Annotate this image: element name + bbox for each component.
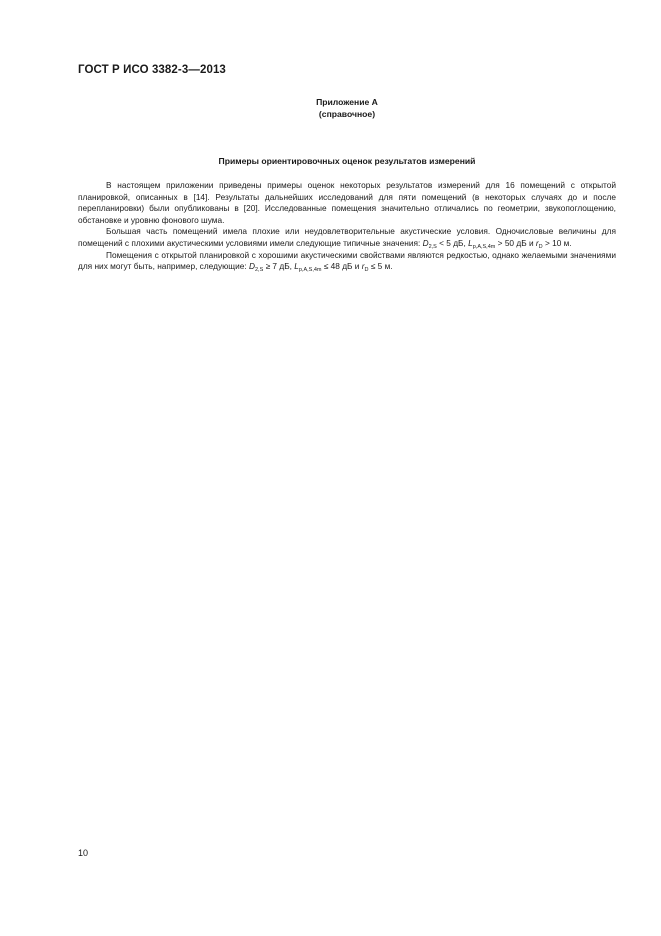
r-subscript: D — [364, 267, 369, 274]
body-text — [78, 180, 616, 273]
r-subscript: D — [538, 243, 543, 250]
d-value: ≥ 7 дБ, — [263, 261, 295, 272]
appendix-title: Приложение А — [316, 97, 378, 107]
d-symbol: D — [249, 261, 255, 272]
section-title: Примеры ориентировочных оценок результатов измерений — [218, 156, 476, 166]
appendix-heading — [78, 97, 616, 120]
r-symbol: r — [361, 261, 365, 272]
l-value: ≤ 48 дБ и — [321, 261, 362, 272]
d-subscript: 2,S — [255, 267, 264, 274]
paragraph-2-lead: Большая часть помещений имела плохие или неудовлетворительные акустические условия. Одночисловые величины для помещений с плохими акустическими условиями имели следующие типичные значения: — [78, 226, 616, 248]
d-value: < 5 дБ, — [436, 237, 466, 248]
l-value: > 50 дБ и — [495, 237, 536, 248]
appendix-status: (справочное) — [318, 108, 376, 119]
l-symbol: L — [468, 237, 473, 248]
d-subscript: 2,S — [428, 243, 437, 250]
d-symbol: D — [422, 237, 429, 248]
r-value: ≤ 5 м. — [368, 261, 393, 272]
l-subscript: p,A,S,4m — [472, 243, 496, 250]
paragraph-2 — [78, 226, 616, 249]
l-symbol: L — [294, 261, 299, 272]
r-value: > 10 м. — [542, 237, 572, 248]
page-number: 10 — [78, 848, 89, 858]
paragraph-3 — [78, 250, 616, 273]
paragraph-1: В настоящем приложении приведены примеры оценок некоторых результатов измерений для 16 помещений с открытой планировкой, описанных в [14]. Результаты дальнейших исследований для пяти помещений (в некоторых случаях до и после перепланировки) были опубликованы в [20]. Исследованные помещения значительно отличались по геометрии, звукопоглощению, обстановке и уровню фонового шума. — [78, 180, 616, 225]
document-code-header: ГОСТ Р ИСО 3382-3—2013 — [78, 64, 226, 76]
paragraph-3-lead: Помещения с открытой планировкой с хорошими акустическими свойствами являются редкостью, однако желаемыми значениями для них могут быть, например, следующие: — [78, 249, 616, 272]
r-symbol: r — [535, 237, 539, 248]
l-subscript: p,A,S,4m — [298, 267, 322, 274]
